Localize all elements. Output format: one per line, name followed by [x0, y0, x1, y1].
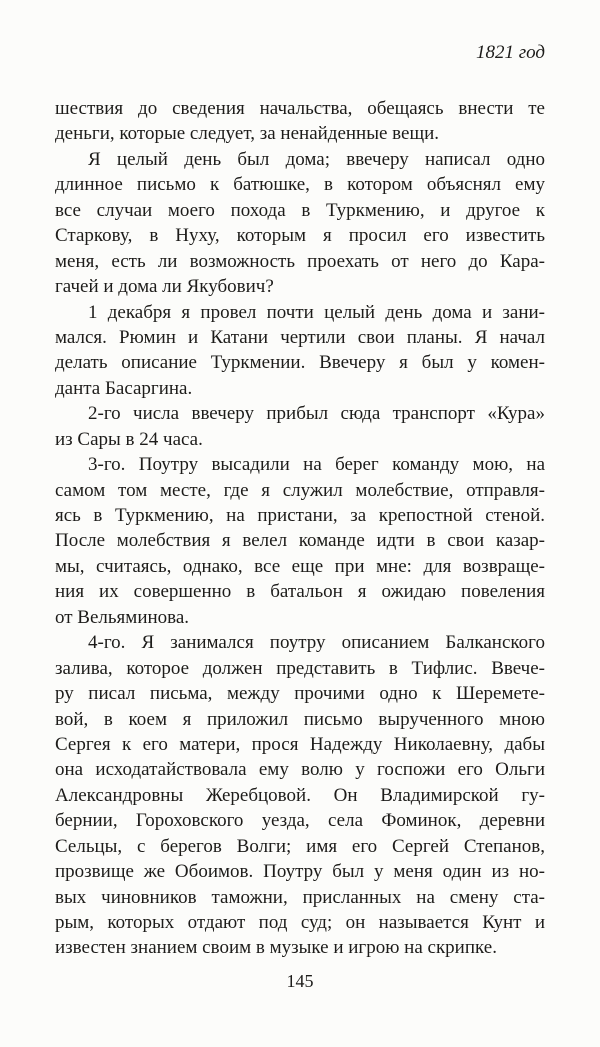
- text-line: ру писал письма, между прочими одно к Шеремете-: [55, 683, 545, 705]
- text-line: длинное письмо к батюшке, в котором объяснял ему: [55, 174, 545, 196]
- text-line: Я целый день был дома; ввечеру написал одно: [88, 148, 545, 170]
- text-line: 3-го. Поутру высадили на берег команду мою, на: [88, 454, 545, 476]
- text-line: После молебствия я велел команде идти в свои казар-: [55, 530, 545, 552]
- text-line: она исходатайствовала ему волю у госпожи его Ольги: [55, 759, 545, 781]
- text-line: 4-го. Я занимался поутру описанием Балканского: [88, 632, 545, 654]
- running-header-year: 1821 год: [475, 42, 545, 63]
- text-line: из Сары в 24 часа.: [55, 428, 203, 450]
- page-number: 145: [286, 971, 314, 991]
- text-line: гачей и дома ли Якубович?: [55, 276, 274, 298]
- text-line: все случаи моего похода в Туркмению, и другое к: [55, 199, 545, 221]
- paragraph: [55, 452, 545, 630]
- page-text: [55, 96, 545, 961]
- text-line: прозвище же Обоимов. Поутру был у меня один из но-: [55, 861, 545, 883]
- text-line: Сельцы, с берегов Волги; имя его Сергей Степанов,: [55, 835, 545, 857]
- text-line: вой, в коем я приложил письмо вырученного мною: [55, 708, 545, 730]
- text-line: вых чиновников таможни, присланных на смену ста-: [55, 886, 545, 908]
- text-line: ясь в Туркмению, на пристани, за крепостной стеной.: [55, 505, 545, 526]
- text-line: мы, считаясь, однако, все еще при мне: для возвраще-: [55, 555, 545, 577]
- paragraph: [55, 630, 545, 961]
- paragraph: [55, 401, 545, 452]
- text-line: известен знанием своим в музыке и игрою на скрипке.: [55, 937, 497, 959]
- text-line: 2-го числа ввечеру прибыл сюда транспорт «Кура»: [88, 403, 545, 425]
- text-line: бернии, Гороховского уезда, села Фоминок, деревни: [55, 810, 545, 832]
- paragraph: [55, 147, 545, 300]
- text-line: мался. Рюмин и Катани чертили свои планы. Я начал: [55, 326, 545, 348]
- text-line: от Вельяминова.: [55, 606, 190, 628]
- text-line: шествия до сведения начальства, обещаясь внести те: [55, 98, 545, 119]
- text-line: ния их совершенно в батальон я ожидаю повеления: [55, 581, 545, 603]
- text-line: самом том месте, где я служил молебствие, отправля-: [55, 479, 545, 501]
- paragraph: [55, 96, 545, 147]
- text-line: Александровны Жеребцовой. Он Владимирской гу-: [55, 784, 545, 806]
- paragraph: [55, 300, 545, 402]
- text-line: делать описание Туркмении. Ввечеру я был у комен-: [55, 352, 545, 374]
- text-line: меня, есть ли возможность проехать от него до Кара-: [55, 250, 545, 272]
- text-line: залива, которое должен представить в Тифлис. Ввече-: [55, 657, 545, 679]
- text-line: деньги, которые следует, за ненайденные вещи.: [55, 123, 440, 145]
- text-line: данта Басаргина.: [55, 377, 193, 399]
- text-line: 1 декабря я провел почти целый день дома и зани-: [88, 301, 545, 323]
- text-line: Сергея к его матери, прося Надежду Николаевну, дабы: [55, 733, 545, 755]
- text-line: рым, которых отдают под суд; он называется Кунт и: [55, 912, 545, 933]
- text-line: Старкову, в Нуху, которым я просил его известить: [55, 225, 545, 247]
